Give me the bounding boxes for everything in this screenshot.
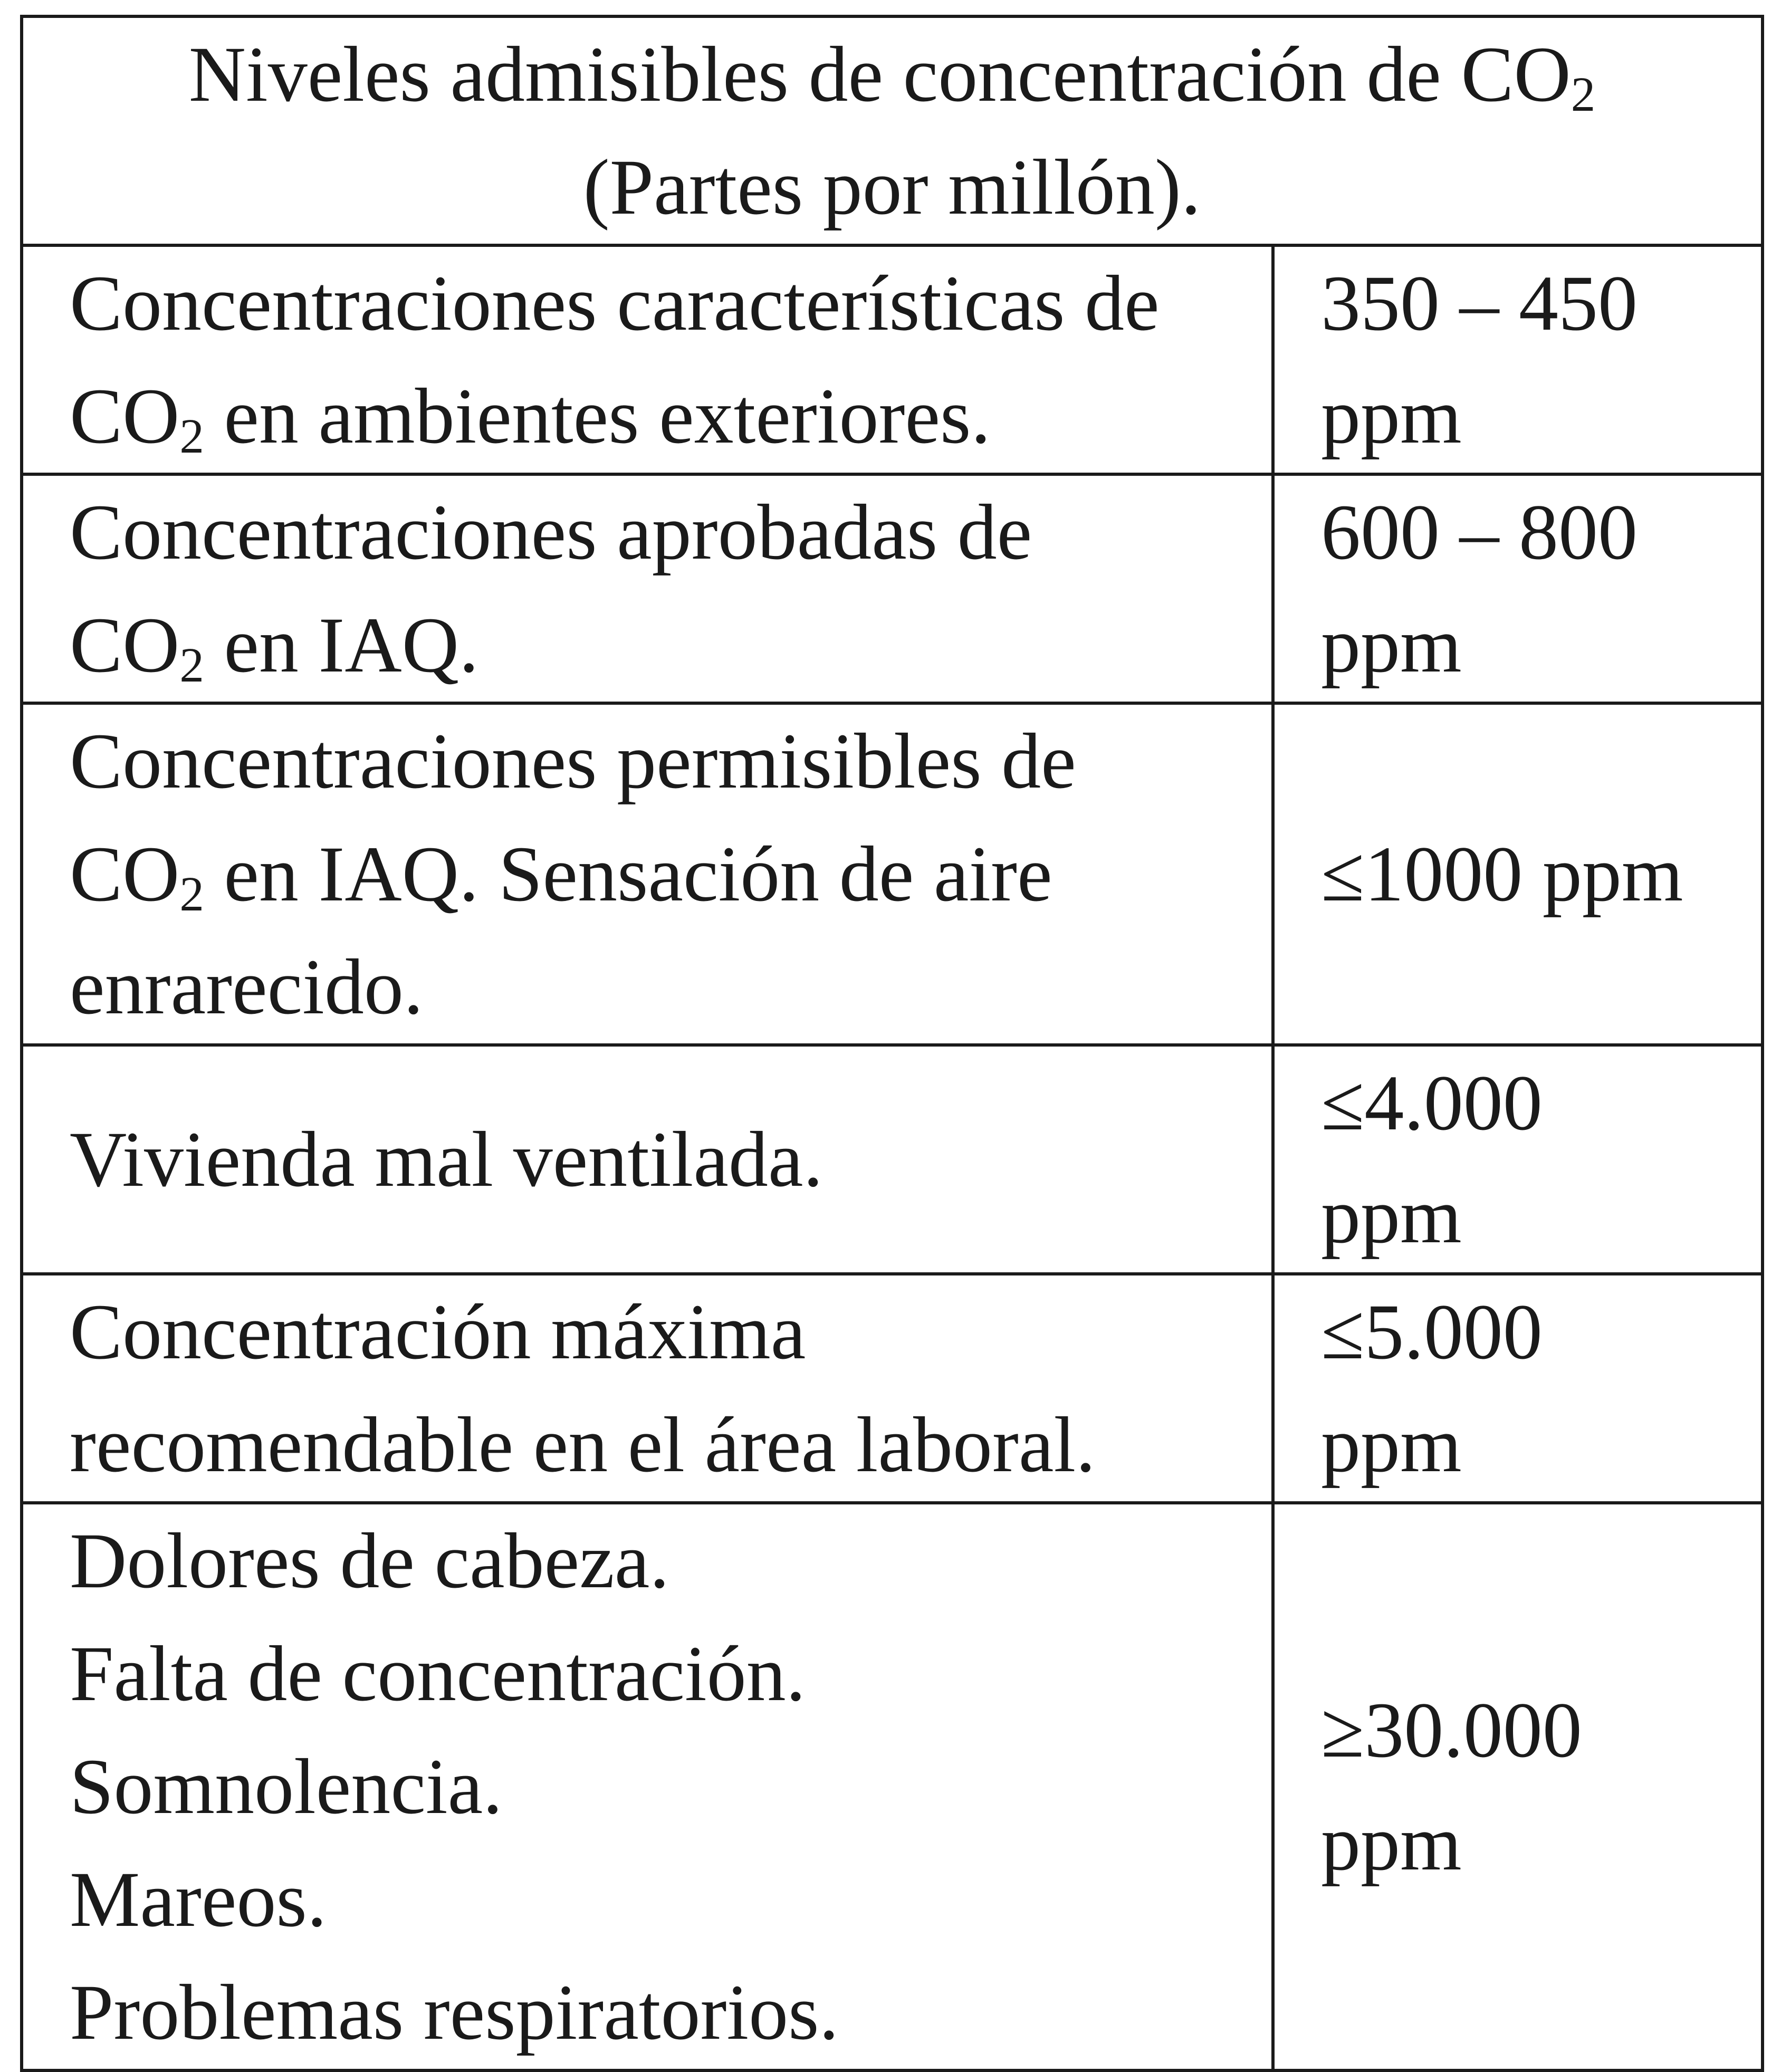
title-text: Niveles admisibles de concentración de CO	[188, 31, 1571, 118]
value-line: ≤4.000	[1321, 1059, 1543, 1147]
chem-subscript: 2	[179, 638, 204, 693]
table-title-line2: (Partes por millón).	[583, 143, 1201, 231]
value-unit: ppm	[1321, 601, 1462, 689]
table-row	[22, 474, 1763, 703]
table-title-line1	[44, 18, 1740, 131]
co2-levels-table	[20, 15, 1764, 2072]
table-title-cell	[22, 16, 1763, 245]
description-line	[70, 589, 1250, 702]
value-unit: ppm	[1321, 1799, 1462, 1887]
description-cell	[22, 1274, 1273, 1503]
description-cell	[22, 703, 1273, 1045]
description-line: Concentraciones aprobadas de	[70, 488, 1032, 576]
chem-co: CO	[70, 830, 180, 918]
value-cell	[1273, 474, 1763, 703]
table-row	[22, 703, 1763, 1045]
value-cell	[1273, 1045, 1763, 1274]
description-line: enrarecido.	[70, 943, 424, 1031]
description-line	[70, 360, 1250, 473]
value-line: ≥30.000	[1321, 1686, 1582, 1774]
description-line: Concentraciones características de	[70, 260, 1160, 347]
symptom-item: Mareos.	[70, 1856, 327, 1943]
title-subscript: 2	[1571, 67, 1596, 122]
description-text: en ambientes exteriores.	[204, 372, 991, 460]
value-cell	[1273, 245, 1763, 474]
value-cell	[1273, 1274, 1763, 1503]
chem-co: CO	[70, 372, 180, 460]
chem-subscript: 2	[179, 409, 204, 464]
description-cell	[22, 245, 1273, 474]
value-line: ≤5.000	[1321, 1288, 1543, 1376]
description-cell	[22, 1045, 1273, 1274]
description-line: recomendable en el área laboral.	[70, 1401, 1096, 1489]
description-line: Concentración máxima	[70, 1288, 806, 1376]
description-line	[70, 818, 1250, 931]
symptom-item: Falta de concentración.	[70, 1630, 806, 1718]
table-row	[22, 245, 1763, 474]
value-line: 350 – 450	[1321, 260, 1638, 347]
value-line: 600 – 800	[1321, 488, 1638, 576]
description-text: en IAQ.	[204, 601, 479, 689]
description-text: en IAQ. Sensación de aire	[204, 830, 1052, 918]
table-row	[22, 1274, 1763, 1503]
symptom-item: Problemas respiratorios.	[70, 1969, 839, 2056]
value-cell	[1273, 703, 1763, 1045]
table-row	[22, 1503, 1763, 2070]
chem-co: CO	[70, 601, 180, 689]
description-line: Vivienda mal ventilada.	[70, 1116, 824, 1203]
value-unit: ppm	[1321, 1172, 1462, 1260]
description-line: Concentraciones permisibles de	[70, 717, 1076, 805]
value-cell	[1273, 1503, 1763, 2070]
description-cell	[22, 1503, 1273, 2070]
description-cell	[22, 474, 1273, 703]
symptom-item: Somnolencia.	[70, 1743, 503, 1830]
value-unit: ppm	[1321, 372, 1462, 460]
value-line: ≤1000 ppm	[1321, 830, 1683, 918]
table-row	[22, 1045, 1763, 1274]
value-unit: ppm	[1321, 1401, 1462, 1489]
table-title-row	[22, 16, 1763, 245]
chem-subscript: 2	[179, 867, 204, 922]
symptom-item: Dolores de cabeza.	[70, 1517, 669, 1605]
